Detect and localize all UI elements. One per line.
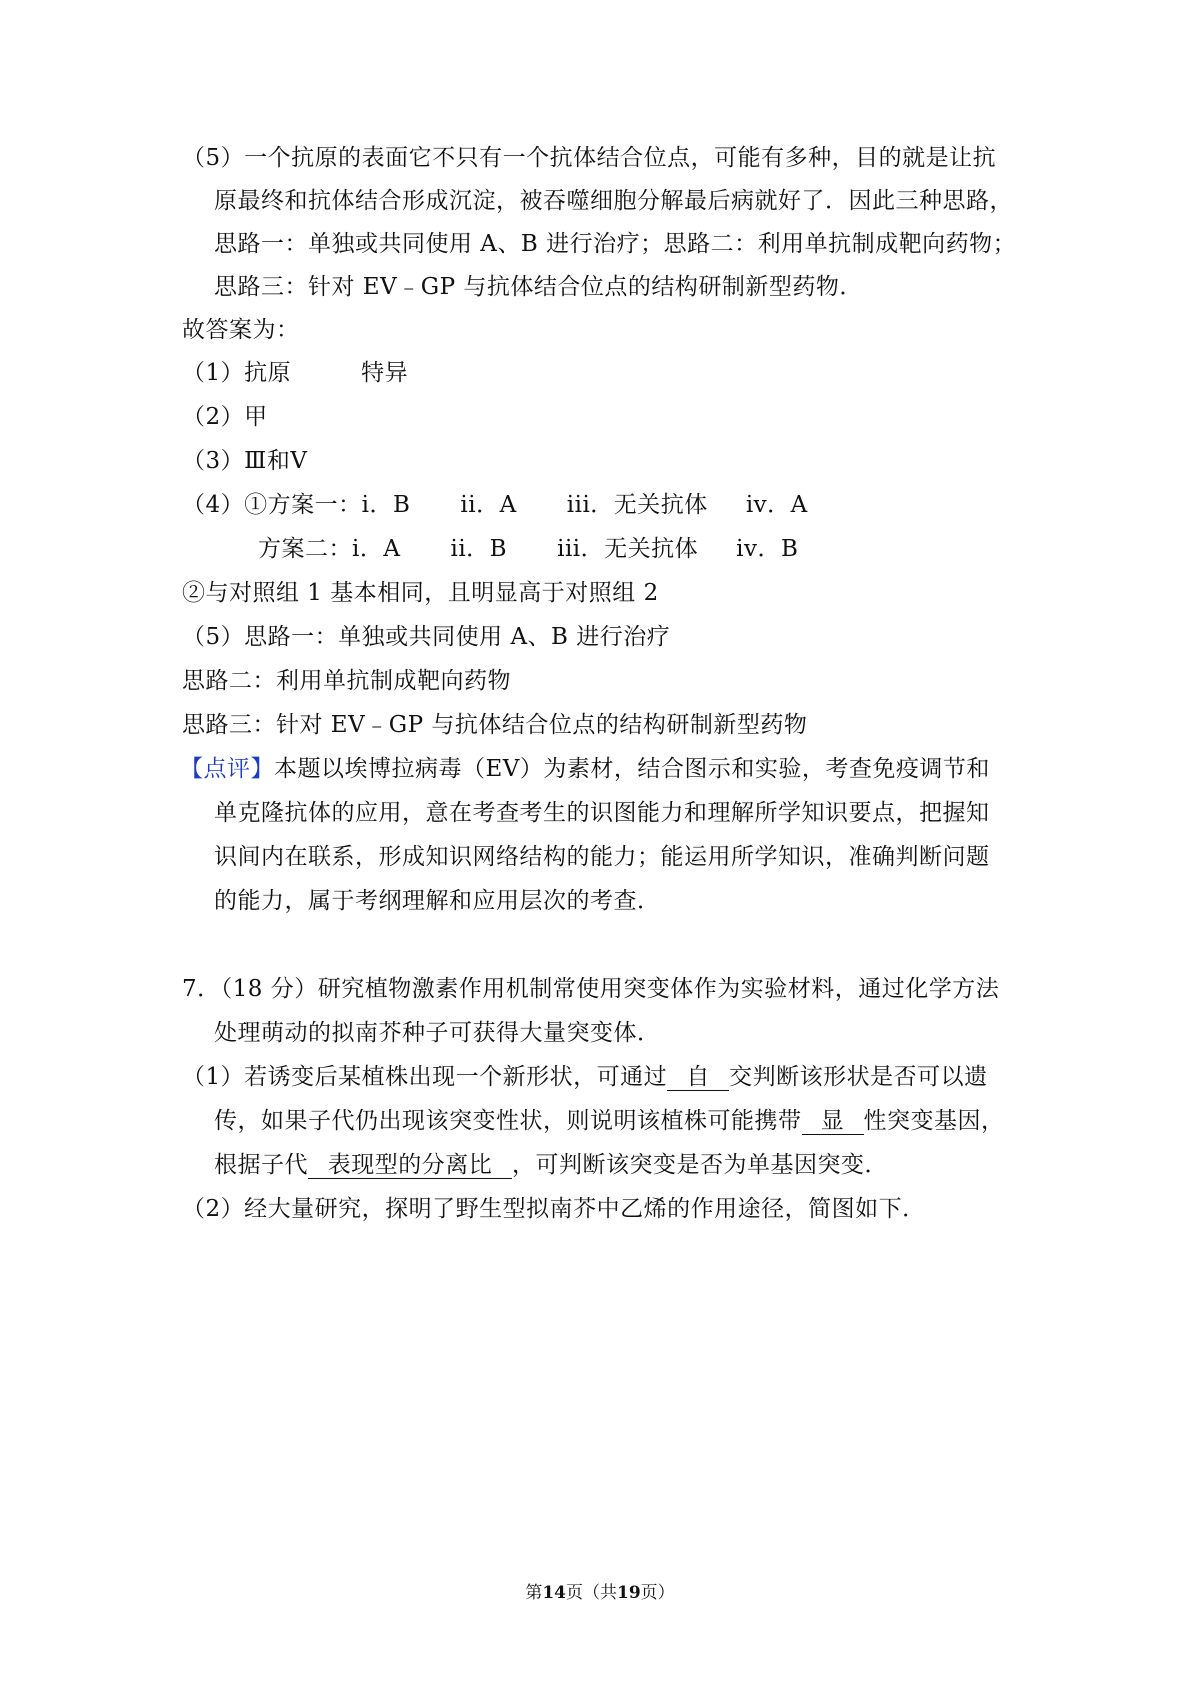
- comment-line1: [180, 754, 990, 784]
- answer-4-plan1: [182, 490, 808, 520]
- q7-p1-text-d: 性突变基因，: [863, 1108, 1005, 1134]
- q7-blank-2: 显: [802, 1108, 864, 1135]
- solution-5-line1: （5）一个抗原的表面它不只有一个抗体结合位点，可能有多种，目的就是让抗: [182, 145, 997, 171]
- comment-line4: 的能力，属于考纲理解和应用层次的考查．: [214, 888, 661, 914]
- comment-tag: 【点评】: [180, 756, 274, 782]
- comment-line2: 单克隆抗体的应用，意在考查考生的识图能力和理解所学知识要点，把握知: [214, 800, 990, 826]
- question7-line1: 7．（18 分）研究植物激素作用机制常使用突变体作为实验材料，通过化学方法: [182, 976, 1000, 1002]
- page-footer: [0, 1582, 1200, 1604]
- question7-part1-line3: [214, 1150, 888, 1180]
- solution-5-line2: 原最终和抗体结合形成沉淀，被吞噬细胞分解最后病就好了．因此三种思路，: [214, 188, 1013, 214]
- plan1-item-3: iii．无关抗体: [566, 492, 708, 518]
- footer-mid: 页（共: [566, 1583, 617, 1603]
- answer-2: （2）甲: [182, 404, 268, 430]
- footer-prefix: 第: [525, 1583, 543, 1603]
- q7-p1-text-f: ，可判断该突变是否为单基因突变．: [512, 1152, 888, 1178]
- plan1-item-4: iv．A: [745, 492, 808, 518]
- plan1-item-2: ii．A: [460, 492, 517, 518]
- plan2-item-1: i．A: [352, 536, 401, 562]
- answers-heading: 故答案为：: [182, 317, 300, 343]
- answer-1-label: （1）抗原: [182, 360, 292, 386]
- q7-p1-text-e: 根据子代: [214, 1152, 308, 1178]
- answer-1: [182, 358, 408, 388]
- question7-part2: （2）经大量研究，探明了野生型拟南芥中乙烯的作用途径，简图如下．: [182, 1196, 926, 1222]
- question7-part1-line2: [214, 1106, 1005, 1136]
- footer-page-number: 14: [542, 1583, 566, 1603]
- answer-4-plan2: [258, 534, 798, 564]
- answer-4-prefix: （4）①方案一：: [182, 492, 362, 518]
- q7-blank-3: 表现型的分离比: [308, 1152, 512, 1179]
- comment-text-1: 本题以埃博拉病毒（EV）为素材，结合图示和实验，考查免疫调节和: [274, 756, 990, 782]
- question7-part1-line1: [182, 1062, 988, 1092]
- answer-4-2: ②与对照组 1 基本相同，且明显高于对照组 2: [182, 580, 659, 606]
- comment-line3: 识间内在联系，形成知识网络结构的能力；能运用所学知识，准确判断问题: [214, 844, 990, 870]
- q7-blank-1: 自: [667, 1064, 729, 1091]
- answer-1-value: 特异: [361, 360, 409, 386]
- q7-p1-text-a: （1）若诱变后某植株出现一个新形状，可通过: [182, 1064, 668, 1090]
- answer-5-3: 思路三：针对 EV﹣GP 与抗体结合位点的结构研制新型药物: [182, 712, 808, 738]
- answer-3: （3）Ⅲ和Ⅴ: [182, 448, 308, 474]
- plan2-item-3: iii．无关抗体: [557, 536, 699, 562]
- solution-5-line4: 思路三：针对 EV﹣GP 与抗体结合位点的结构研制新型药物．: [214, 274, 863, 300]
- footer-total-pages: 19: [617, 1583, 641, 1603]
- q7-p1-text-b: 交判断该形状是否可以遗: [729, 1064, 988, 1090]
- q7-p1-text-c: 传，如果子代仍出现该突变性状，则说明该植株可能携带: [214, 1108, 802, 1134]
- answer-5-1: （5）思路一：单独或共同使用 A、B 进行治疗: [182, 624, 671, 650]
- answer-5-2: 思路二：利用单抗制成靶向药物: [182, 668, 511, 694]
- solution-5-line3: 思路一：单独或共同使用 A、B 进行治疗；思路二：利用单抗制成靶向药物；: [214, 231, 1017, 257]
- question7-line2: 处理萌动的拟南芥种子可获得大量突变体．: [214, 1020, 661, 1046]
- footer-suffix: 页）: [640, 1583, 675, 1603]
- plan2-item-4: iv．B: [736, 536, 799, 562]
- plan2-label: 方案二：: [258, 536, 352, 562]
- plan2-item-2: ii．B: [450, 536, 508, 562]
- plan1-item-1: i．B: [361, 492, 411, 518]
